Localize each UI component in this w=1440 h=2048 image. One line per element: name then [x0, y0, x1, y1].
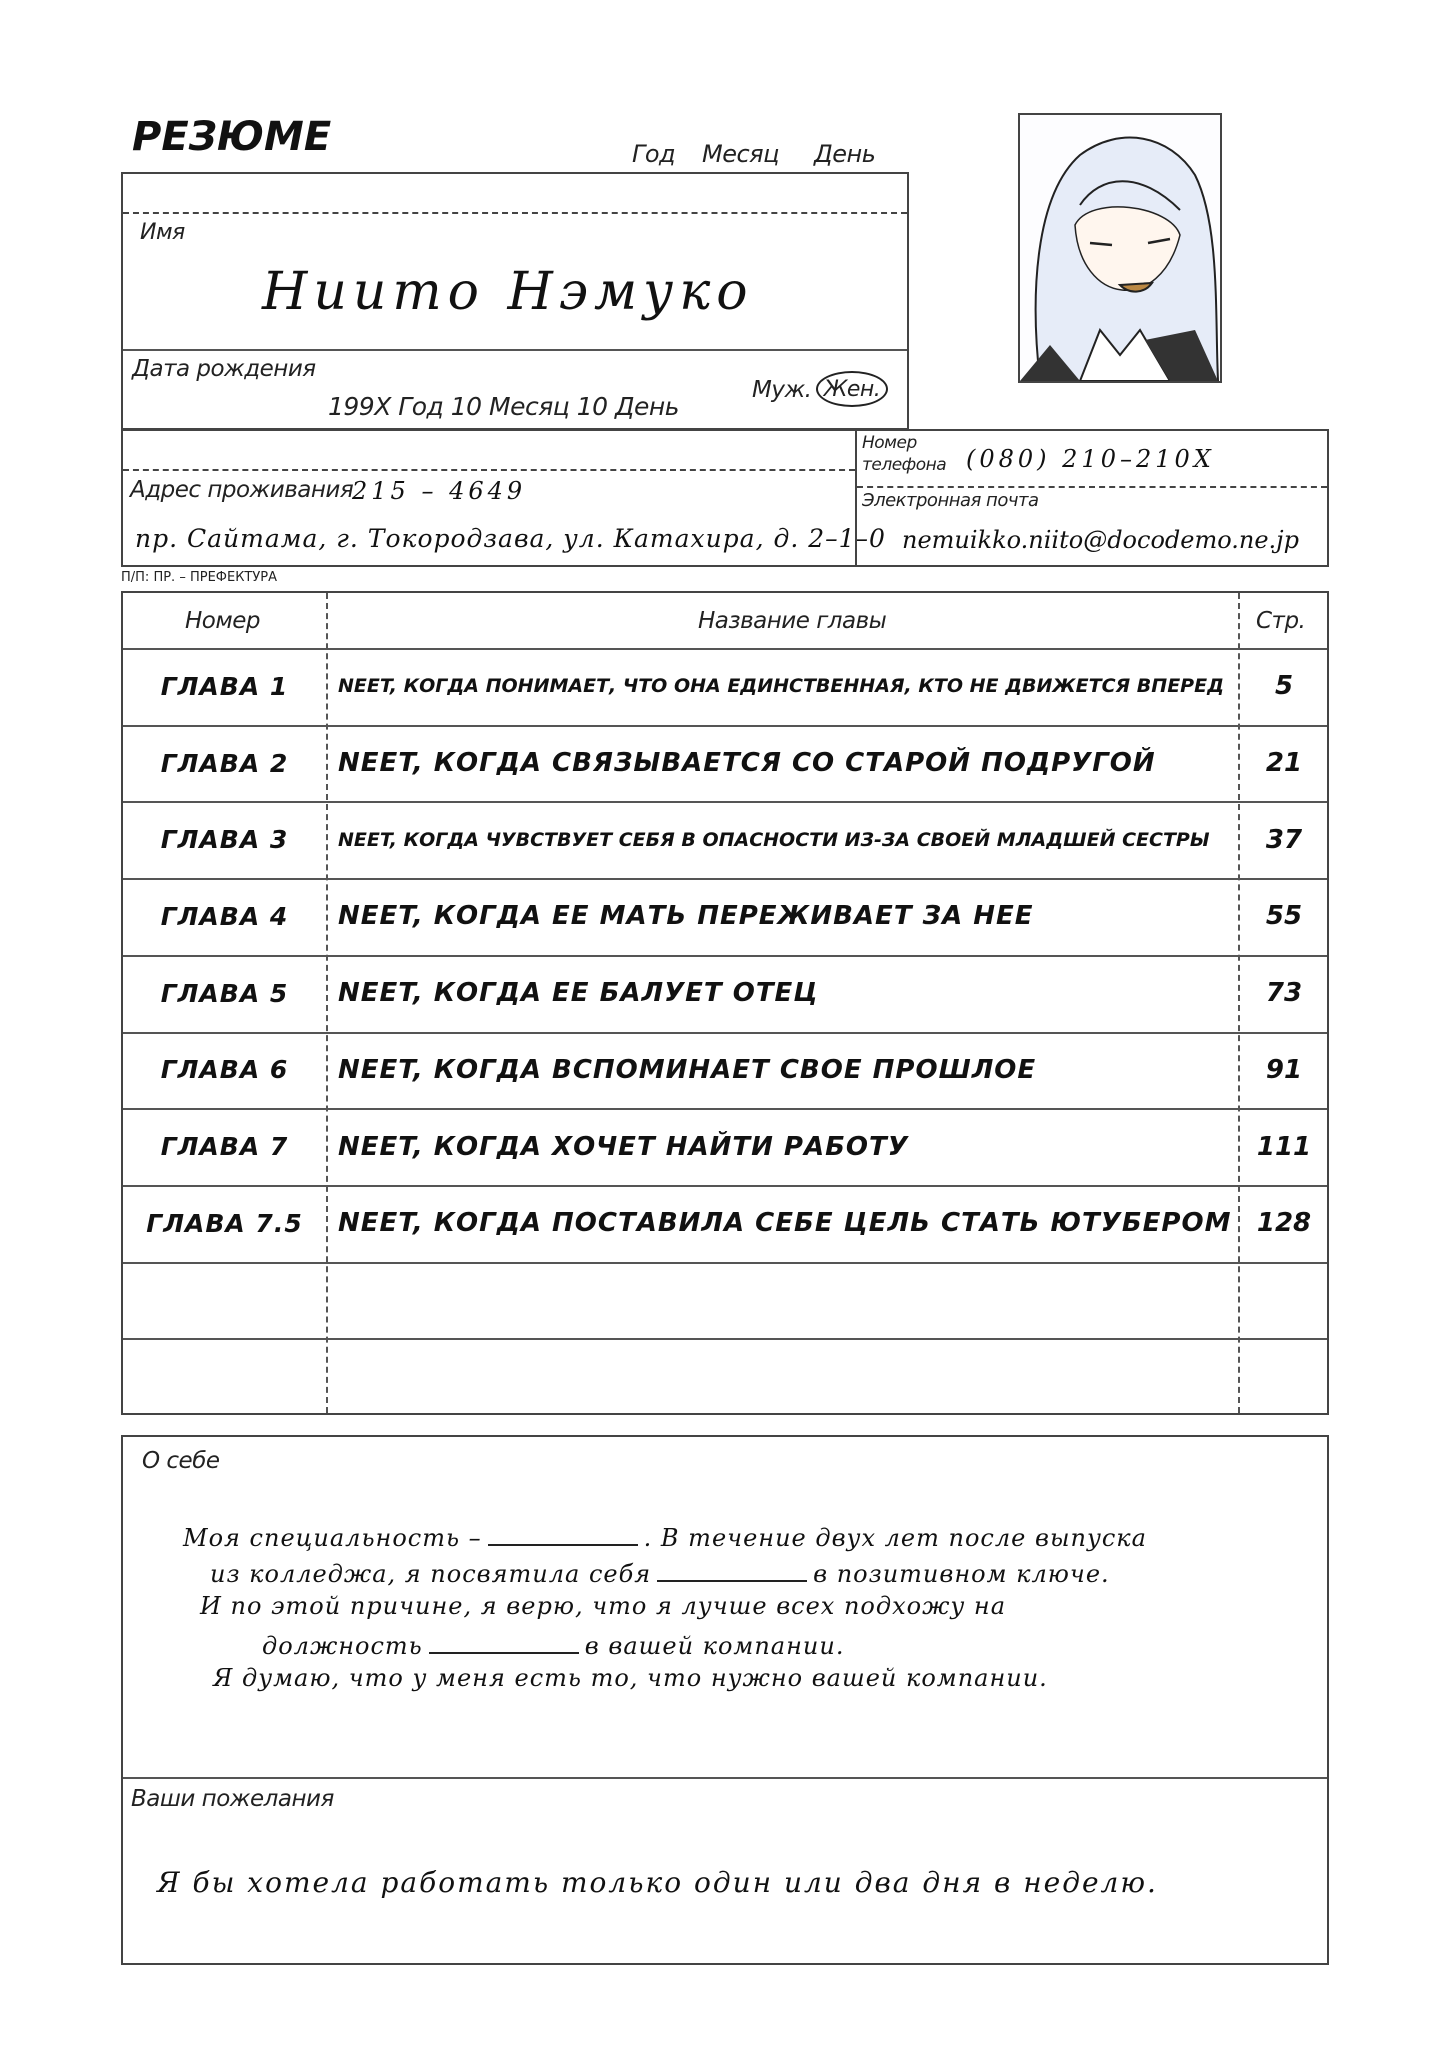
chapter-number: ГЛАВА 5 — [160, 978, 289, 1008]
phone-label-line2: телефона — [862, 455, 947, 475]
chapter-title: NEET, КОГДА ЕЕ МАТЬ ПЕРЕЖИВАЕТ ЗА НЕЕ — [338, 901, 1034, 932]
birth-date-value[interactable]: 199X Год 10 Месяц 10 День — [328, 392, 679, 421]
chapter-title: NEET, КОГДА ВСПОМИНАЕТ СВОЕ ПРОШЛОЕ — [338, 1054, 1037, 1085]
about-line-4[interactable] — [262, 1628, 844, 1660]
name-label: Имя — [140, 220, 185, 245]
email-value[interactable]: nemuikko.niito@docodemo.ne.jp — [902, 526, 1299, 554]
phone-label-line1: Номер — [862, 433, 917, 453]
chapter-number: ГЛАВА 7.5 — [146, 1208, 303, 1238]
blank-field-dedication[interactable] — [657, 1556, 807, 1582]
about-line-4-end: в вашей компании. — [584, 1632, 845, 1660]
chapter-number: ГЛАВА 3 — [160, 825, 289, 855]
about-line-1[interactable] — [183, 1520, 1147, 1552]
chapter-page: 37 — [1265, 824, 1303, 855]
chapter-number: ГЛАВА 4 — [160, 901, 289, 931]
chapter-title: NEET, КОГДА ПОНИМАЕТ, ЧТО ОНА ЕДИНСТВЕННАЯ, КТО НЕ ДВИЖЕТСЯ ВПЕРЕД — [338, 675, 1224, 698]
about-line-3: И по этой причине, я верю, что я лучше всех подхожу на — [200, 1592, 1007, 1620]
chapter-title: NEET, КОГДА ХОЧЕТ НАЙТИ РАБОТУ — [338, 1131, 909, 1162]
chapter-title: NEET, КОГДА СВЯЗЫВАЕТСЯ СО СТАРОЙ ПОДРУГОЙ — [338, 748, 1156, 779]
chapter-page: 111 — [1256, 1131, 1312, 1162]
chapter-title: NEET, КОГДА ЧУВСТВУЕТ СЕБЯ В ОПАСНОСТИ ИЗ-ЗА СВОЕЙ МЛАДШЕЙ СЕСТРЫ — [338, 828, 1210, 851]
about-line-4-start: должность — [262, 1632, 423, 1660]
about-line-2-start: из колледжа, я посвятила себя — [210, 1560, 652, 1588]
about-wishes-divider — [123, 1777, 1327, 1779]
about-label: О себе — [142, 1448, 220, 1474]
portrait-photo-icon — [1020, 115, 1220, 381]
chapter-number: ГЛАВА 6 — [160, 1055, 289, 1085]
address-footnote: П/П: ПР. – ПРЕФЕКТУРА — [121, 570, 278, 585]
postal-code[interactable]: 215 – 4649 — [352, 477, 527, 505]
column-header-title: Название главы — [698, 607, 887, 634]
name-divider-dashed — [123, 212, 907, 214]
about-line-2-end: в позитивном ключе. — [813, 1560, 1110, 1588]
chapter-page: 73 — [1265, 978, 1303, 1009]
about-line-1-end: . В течение двух лет после выпуска — [643, 1524, 1147, 1552]
contact-divider-dashed — [857, 486, 1327, 488]
date-label-year: Год — [632, 140, 676, 168]
wishes-label: Ваши пожелания — [131, 1786, 334, 1812]
name-value[interactable]: Ниито Нэмуко — [262, 262, 754, 322]
gender-male-option[interactable]: Муж. — [752, 377, 812, 403]
column-header-number: Номер — [185, 607, 260, 634]
photo-frame — [1018, 113, 1222, 383]
chapter-title: NEET, КОГДА ЕЕ БАЛУЕТ ОТЕЦ — [338, 978, 819, 1009]
chapter-page: 55 — [1265, 901, 1303, 932]
address-divider-dashed — [123, 469, 855, 471]
date-label-day: День — [814, 140, 876, 168]
address-value[interactable]: пр. Сайтама, г. Токородзава, ул. Катахира, д. 2–1–0 — [135, 524, 886, 553]
gender-female-option[interactable] — [816, 371, 888, 407]
about-line-5: Я думаю, что у меня есть то, что нужно вашей компании. — [213, 1664, 1048, 1692]
resume-title: РЕЗЮМЕ — [132, 114, 332, 160]
chapter-page: 21 — [1265, 748, 1303, 779]
chapter-number: ГЛАВА 1 — [160, 671, 289, 701]
name-birth-divider — [123, 349, 907, 351]
blank-field-position[interactable] — [429, 1628, 579, 1654]
about-line-1-start: Моя специальность – — [183, 1524, 482, 1552]
chapter-number: ГЛАВА 7 — [160, 1132, 289, 1162]
row-divider — [123, 1338, 1327, 1340]
chapter-number: ГЛАВА 2 — [160, 748, 289, 778]
gender-female-label: Жен. — [823, 376, 881, 402]
birth-date-label: Дата рождения — [132, 356, 316, 382]
number-column-divider — [326, 593, 328, 1413]
blank-field-specialty[interactable] — [488, 1520, 638, 1546]
about-line-2[interactable] — [210, 1556, 1110, 1588]
chapter-page: 128 — [1256, 1208, 1312, 1239]
address-label: Адрес проживания — [130, 477, 354, 503]
date-label-month: Месяц — [702, 140, 779, 168]
wishes-value[interactable]: Я бы хотела работать только один или два дня в неделю. — [157, 1866, 1158, 1899]
chapter-title: NEET, КОГДА ПОСТАВИЛА СЕБЕ ЦЕЛЬ СТАТЬ ЮТУБЕРОМ — [338, 1208, 1232, 1239]
email-label: Электронная почта — [862, 490, 1039, 511]
chapter-page: 5 — [1274, 671, 1294, 702]
phone-value[interactable]: (080) 210–210X — [966, 445, 1215, 473]
row-divider — [123, 1262, 1327, 1264]
column-header-page: Стр. — [1256, 607, 1306, 634]
chapter-page: 91 — [1265, 1054, 1303, 1085]
